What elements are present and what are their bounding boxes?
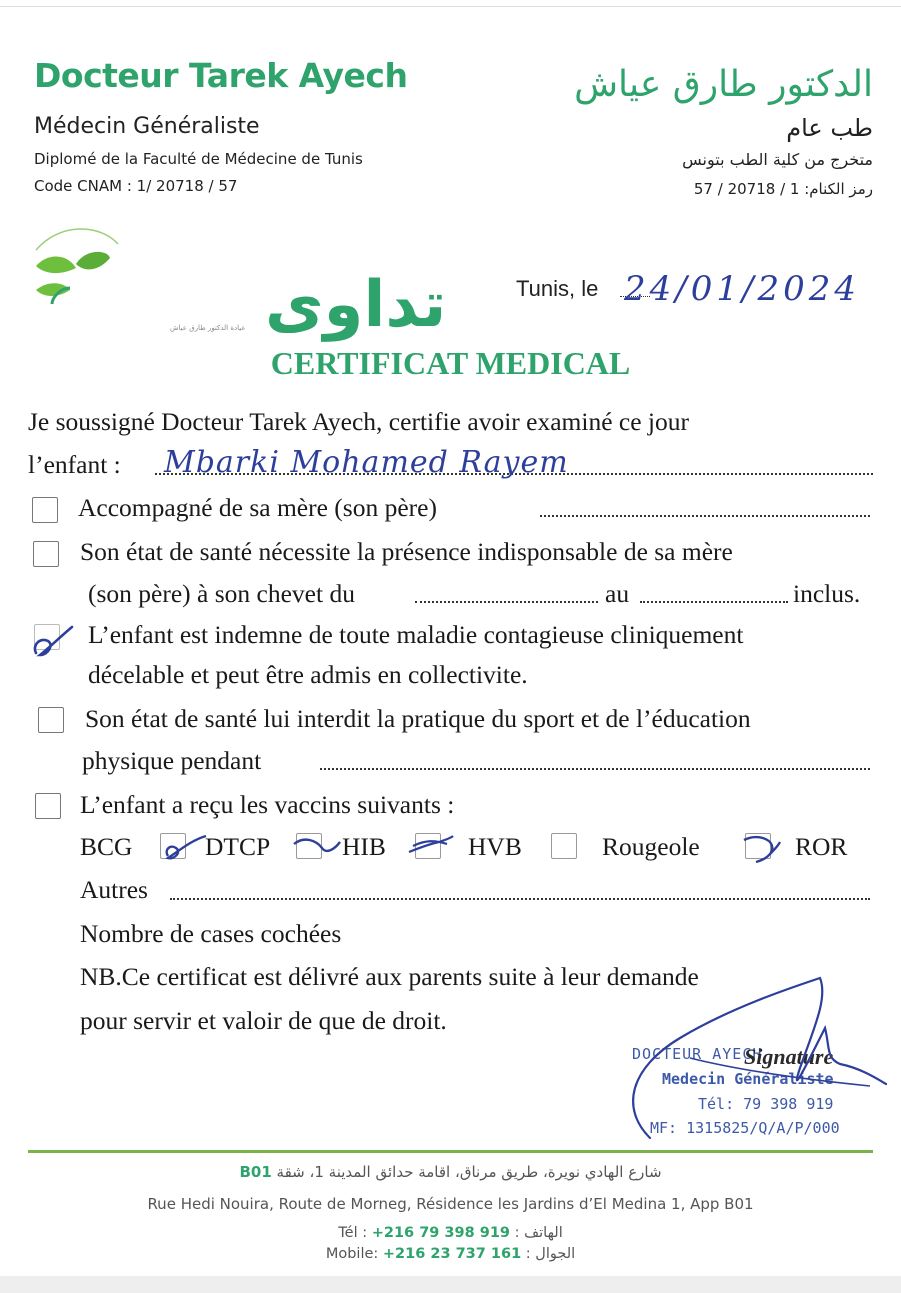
svg-text:تداوى: تداوى <box>265 268 447 342</box>
cnam-code-ar: رمز الكنام: 1 / 20718 / 57 <box>693 180 873 198</box>
check-mark-icon <box>158 828 210 864</box>
document-title: CERTIFICAT MEDICAL <box>270 345 631 381</box>
check-mark-icon <box>740 830 784 866</box>
diploma-fr: Diplomé de la Faculté de Médecine de Tunis <box>34 150 363 168</box>
footer-mobile <box>0 1246 901 1262</box>
check-mark-icon <box>28 617 78 663</box>
handwritten-signature <box>590 968 890 1148</box>
check-mark-icon <box>405 830 455 862</box>
nombre-cases-label: Nombre de cases cochées <box>80 919 342 948</box>
mobile-label: Mobile: <box>325 1246 379 1262</box>
stamp-line2: Medecin Généraliste <box>662 1070 834 1088</box>
vaccine-label-ror: ROR <box>795 832 848 861</box>
doctor-name-ar: الدكتور طارق عياش <box>574 64 873 105</box>
option-presence-line2c: inclus. <box>793 579 861 608</box>
intro-line: Je soussigné Docteur Tarek Ayech, certifie avoir examiné ce jour <box>28 407 689 436</box>
leaf-icon <box>30 228 447 342</box>
accompagne-dots <box>540 515 870 517</box>
stamp-line1: DOCTEUR AYECH <box>632 1045 763 1063</box>
footer-apt: B01 <box>239 1163 272 1181</box>
mobile-value: +216 23 737 161 <box>382 1246 522 1262</box>
svg-text:24/01/2024: 24/01/2024 <box>624 269 860 309</box>
checkbox-sport[interactable] <box>38 707 64 733</box>
option-sport-line1: Son état de santé lui interdit la pratique du sport et de l’éducation <box>85 704 751 733</box>
stamp-line4: MF: 1315825/Q/A/P/000 <box>650 1119 840 1137</box>
cnam-code-fr: Code CNAM : 1/ 20718 / 57 <box>34 177 238 195</box>
tel-label: Tél : <box>338 1225 368 1241</box>
vaccine-label-bcg: BCG <box>80 832 133 861</box>
diploma-ar: متخرج من كلية الطب بتونس <box>682 150 873 169</box>
autres-label: Autres <box>80 875 148 904</box>
top-edge <box>0 0 901 7</box>
check-mark-icon <box>290 830 342 862</box>
specialty-fr: Médecin Généraliste <box>34 114 260 139</box>
option-accompagne: Accompagné de sa mère (son père) <box>78 493 437 522</box>
mobile-label-ar: : الجوال <box>525 1246 576 1262</box>
option-indemne-line1: L’enfant est indemne de toute maladie contagieuse cliniquement <box>88 620 744 649</box>
footer-address-ar-text: شارع الهادي نويرة، طريق مرناق، اقامة حدائق المدينة 1، شقة <box>276 1163 662 1181</box>
clinic-logo <box>30 228 447 342</box>
doctor-name-fr: Docteur Tarek Ayech <box>34 56 408 95</box>
specialty-ar: طب عام <box>786 114 873 142</box>
bottom-edge <box>0 1276 901 1293</box>
vaccine-label-hib: HIB <box>342 832 386 861</box>
tel-label-ar: : الهاتف <box>514 1225 563 1241</box>
option-presence-line2b: au <box>605 579 630 608</box>
presence-from-dots <box>415 601 598 603</box>
option-vaccins: L’enfant a reçu les vaccins suivants : <box>80 790 455 819</box>
autres-dots <box>170 898 870 900</box>
child-name-handwritten <box>160 436 720 480</box>
option-presence-line1: Son état de santé nécessite la présence indisponsable de sa mère <box>80 537 733 566</box>
nb-line1: NB.Ce certificat est délivré aux parents suite à leur demande <box>80 962 699 991</box>
sport-duration-dots <box>320 768 870 770</box>
tel-value: +216 79 398 919 <box>371 1225 511 1241</box>
checkbox-vaccins[interactable] <box>35 793 61 819</box>
place-label: Tunis, le <box>516 276 599 301</box>
presence-to-dots <box>640 601 788 603</box>
signature-label: Signature <box>744 1044 834 1069</box>
nb-line2: pour servir et valoir de que de droit. <box>80 1006 447 1035</box>
option-indemne-line2: décelable et peut être admis en collectivite. <box>88 660 528 689</box>
checkbox-accompagne[interactable] <box>32 497 58 523</box>
vaccine-label-rougeole: Rougeole <box>602 832 700 861</box>
date-handwritten <box>618 270 898 312</box>
footer-tel <box>0 1225 901 1241</box>
vaccine-label-hvb: HVB <box>468 832 522 861</box>
svg-text:Mbarki Mohamed Rayem: Mbarki Mohamed Rayem <box>164 445 569 480</box>
checkbox-hvb[interactable] <box>551 833 577 859</box>
footer-address-ar <box>0 1163 901 1181</box>
footer-divider <box>28 1150 873 1153</box>
stamp-line3: Tél: 79 398 919 <box>698 1095 834 1113</box>
logo-subtext: عيادة الدكتور طارق عياش <box>170 324 246 332</box>
footer-address-fr: Rue Hedi Nouira, Route de Morneg, Résidence les Jardins d’El Medina 1, App B01 <box>147 1195 754 1213</box>
option-presence-line2a: (son père) à son chevet du <box>88 579 355 608</box>
enfant-label: l’enfant : <box>28 450 121 479</box>
checkbox-presence[interactable] <box>33 541 59 567</box>
option-sport-line2: physique pendant <box>82 746 262 775</box>
vaccine-label-dtcp: DTCP <box>205 832 271 861</box>
